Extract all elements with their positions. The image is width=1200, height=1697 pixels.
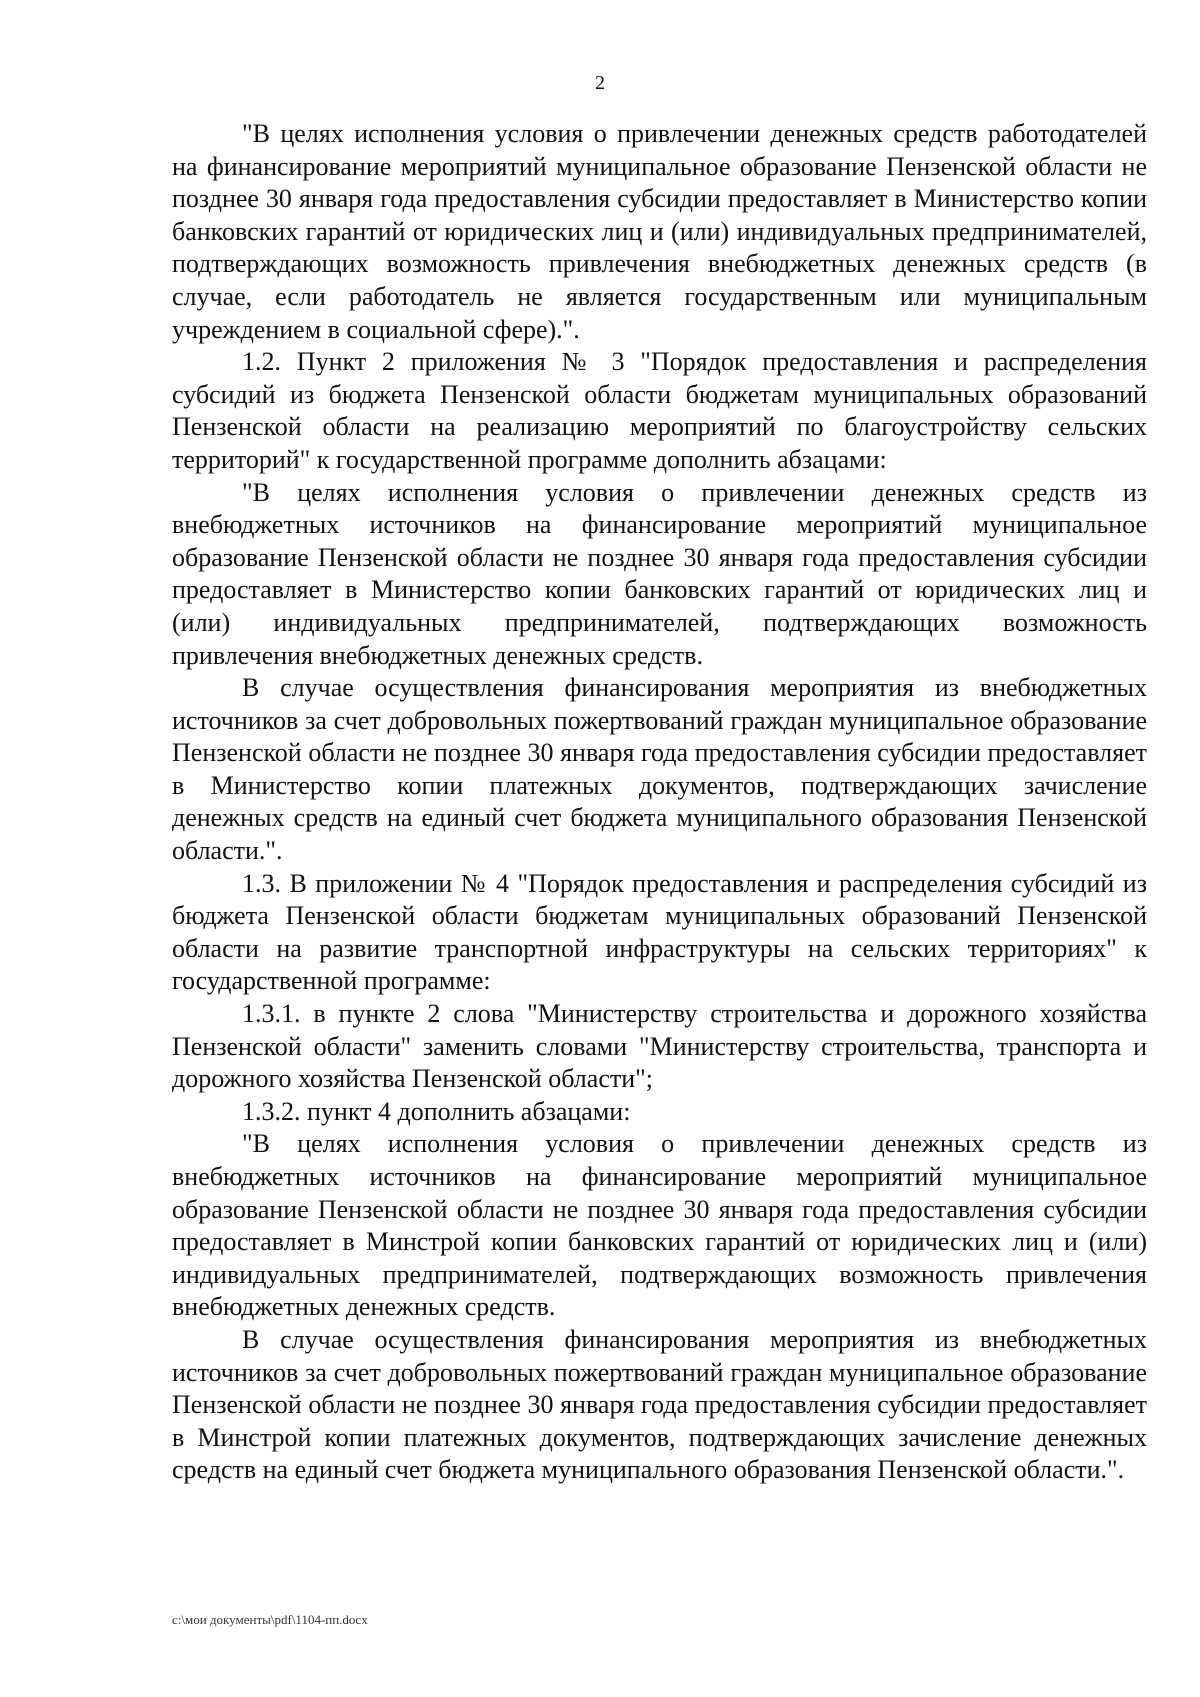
paragraph-minstroy-voluntary-donations: В случае осуществления финансирования мероприятия из внебюджетных источников за счет добровольных пожертвований граждан муниципальное образование Пензенской области не позднее 30 января года предоставления субсидии предоставляет в Минстрой копии платежных документов, подтверждающих зачисление денежных средств на единый счет бюджета муниципального образования Пензенской области.".: [172, 1324, 1147, 1485]
paragraph-voluntary-donations: В случае осуществления финансирования мероприятия из внебюджетных источников за счет добровольных пожертвований граждан муниципальное образование Пензенской области не позднее 30 января года предоставления субсидии предоставляет в Министерство копии платежных документов, подтверждающих зачисление денежных средств на единый счет бюджета муниципального образования Пензенской области.".: [172, 673, 1147, 866]
paragraph-bank-guarantee-employers: "В целях исполнения условия о привлечении денежных средств работодателей на финансирование мероприятий муниципальное образование Пензенской области не позднее 30 января года предоставления субсидии предоставляет в Министерство копии банковских гарантий от юридических лиц и (или) индивидуальных предпринимателей, подтверждающих возможность привлечения внебюджетных денежных средств (в случае, если работодатель не является государственным или муниципальным учреждением в социальной сфере).".: [172, 119, 1147, 344]
paragraph-1-3-1-replacement: 1.3.1. в пункте 2 слова "Министерству строительства и дорожного хозяйства Пензенской области" заменить словами "Министерству строительства, транспорта и дорожного хозяйства Пензенской области";: [172, 999, 1147, 1094]
paragraph-minstroy-bank-guarantee: "В целях исполнения условия о привлечении денежных средств из внебюджетных источников на финансирование мероприятий муниципальное образование Пензенской области не позднее 30 января года предоставления субсидии предоставляет в Минстрой копии банковских гарантий от юридических лиц и (или) индивидуальных предпринимателей, подтверждающих возможность привлечения внебюджетных денежных средств.: [172, 1129, 1147, 1322]
paragraph-1-3-amendment: 1.3. В приложении № 4 "Порядок предоставления и распределения субсидий из бюджета Пензенской области бюджетам муниципальных образований Пензенской области на развитие транспортной инфраструктуры на сельских территориях" к государственной программе:: [172, 868, 1147, 996]
page-number: 2: [595, 72, 605, 94]
document-body: [172, 118, 1147, 1487]
paragraph-1-3-2-addition: 1.3.2. пункт 4 дополнить абзацами:: [242, 1096, 631, 1126]
paragraph-1-2-amendment: 1.2. Пункт 2 приложения № 3 "Порядок предоставления и распределения субсидий из бюджета Пензенской области бюджетам муниципальных образований Пензенской области на реализацию мероприятий по благоустройству сельских территорий" к государственной программе дополнить абзацами:: [172, 347, 1147, 474]
paragraph-bank-guarantee-extrabudgetary: "В целях исполнения условия о привлечении денежных средств из внебюджетных источников на финансирование мероприятий муниципальное образование Пензенской области не позднее 30 января года предоставления субсидии предоставляет в Министерство копии банковских гарантий от юридических лиц и (или) индивидуальных предпринимателей, подтверждающих возможность привлечения внебюджетных денежных средств.: [172, 477, 1147, 670]
footer-file-path: c:\мои документы\pdf\1104-пп.docx: [172, 1612, 368, 1627]
